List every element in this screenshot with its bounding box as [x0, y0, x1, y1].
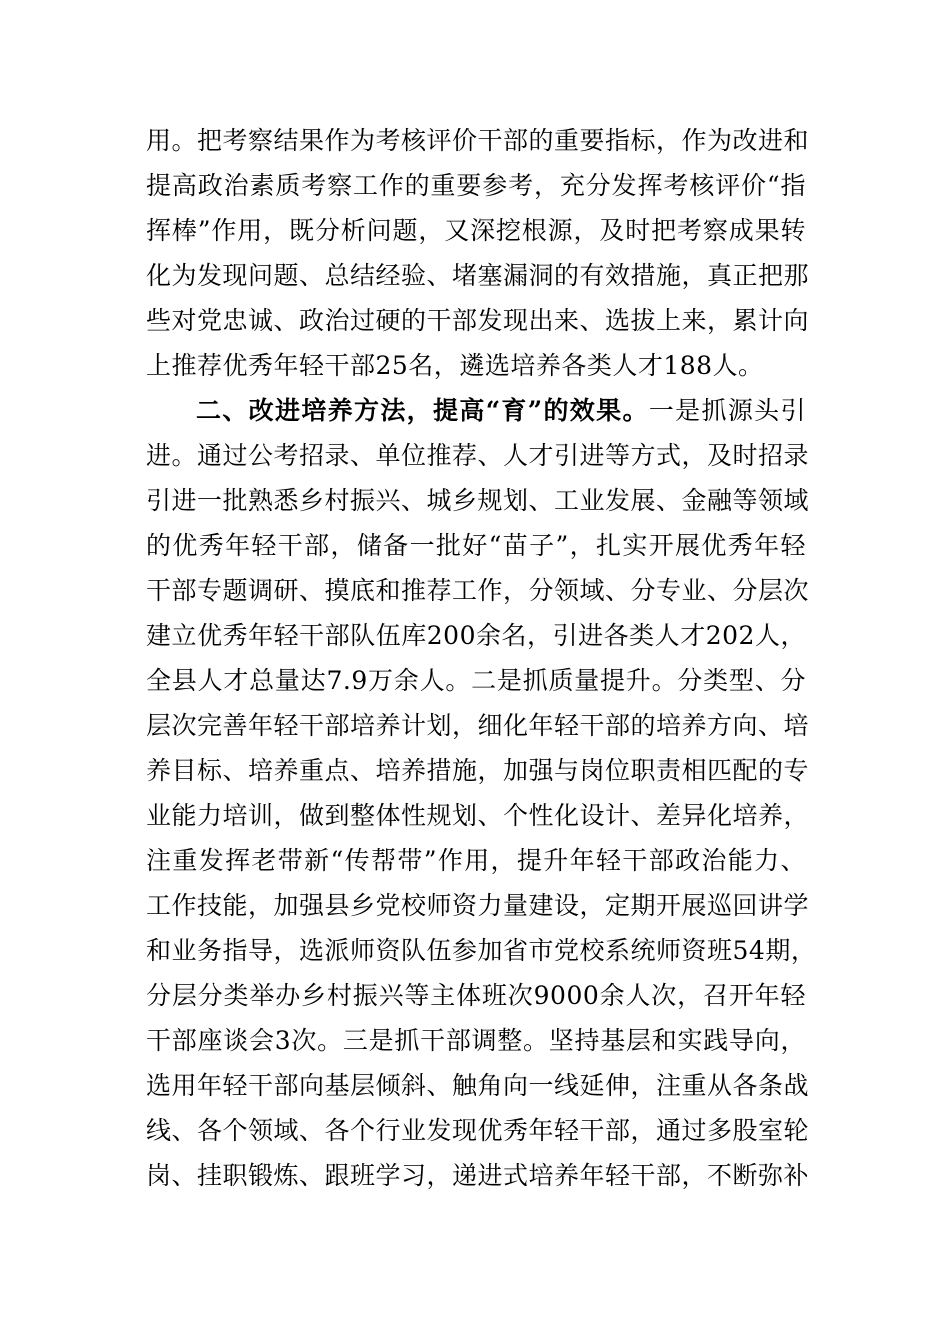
text-line: 分层分类举办乡村振兴等主体班次9000余人次，召开年轻 — [146, 981, 806, 1010]
text-line: 建立优秀年轻干部队伍库200余名，引进各类人才202人， — [146, 621, 806, 650]
text-line: 全县人才总量达7.9万余人。二是抓质量提升。分类型、分 — [146, 666, 806, 695]
text-line: 和业务指导，选派师资队伍参加省市党校系统师资班54期， — [146, 936, 817, 965]
text-line: 挥棒”作用，既分析问题，又深挖根源，及时把考察成果转 — [146, 216, 806, 245]
text-line: 层次完善年轻干部培养计划，细化年轻干部的培养方向、培 — [146, 711, 810, 740]
text-line: 引进一批熟悉乡村振兴、城乡规划、工业发展、金融等领域 — [146, 486, 810, 515]
paragraph-2-first-line — [146, 388, 806, 433]
text-run: 一是抓源头引 — [648, 396, 806, 425]
text-line: 注重发挥老带新“传帮带”作用，提升年轻干部政治能力、 — [146, 846, 806, 875]
text-line: 提高政治素质考察工作的重要参考，充分发挥考核评价“指 — [146, 171, 806, 200]
text-line: 选用年轻干部向基层倾斜、触角向一线延伸，注重从各条战 — [146, 1071, 810, 1100]
text-line: 用。把考察结果作为考核评价干部的重要指标，作为改进和 — [146, 126, 810, 155]
text-line: 进。通过公考招录、单位推荐、人才引进等方式，及时招录 — [146, 441, 810, 470]
paragraph-1 — [146, 118, 810, 388]
text-line: 线、各个领域、各个行业发现优秀年轻干部，通过多股室轮 — [146, 1116, 810, 1145]
text-line: 的优秀年轻干部，储备一批好“苗子”，扎实开展优秀年轻 — [146, 531, 806, 560]
text-line: 业能力培训，做到整体性规划、个性化设计、差异化培养， — [146, 801, 810, 830]
text-line: 养目标、培养重点、培养措施，加强与岗位职责相匹配的专 — [146, 756, 810, 785]
text-line: 干部座谈会3次。三是抓干部调整。坚持基层和实践导向， — [146, 1026, 806, 1055]
paragraph-2 — [146, 388, 817, 1198]
text-line: 些对党忠诚、政治过硬的干部发现出来、选拔上来，累计向 — [146, 306, 810, 335]
text-line: 工作技能，加强县乡党校师资力量建设，定期开展巡回讲学 — [146, 891, 810, 920]
text-line: 干部专题调研、摸底和推荐工作，分领域、分专业、分层次 — [146, 576, 810, 605]
section-heading: 二、改进培养方法，提高“育”的效果。 — [196, 396, 649, 425]
text-line: 上推荐优秀年轻干部25名，遴选培养各类人才188人。 — [146, 351, 764, 380]
text-line: 岗、挂职锻炼、跟班学习，递进式培养年轻干部，不断弥补 — [146, 1161, 810, 1190]
text-line: 化为发现问题、总结经验、堵塞漏洞的有效措施，真正把那 — [146, 261, 810, 290]
body-text — [146, 118, 817, 1198]
